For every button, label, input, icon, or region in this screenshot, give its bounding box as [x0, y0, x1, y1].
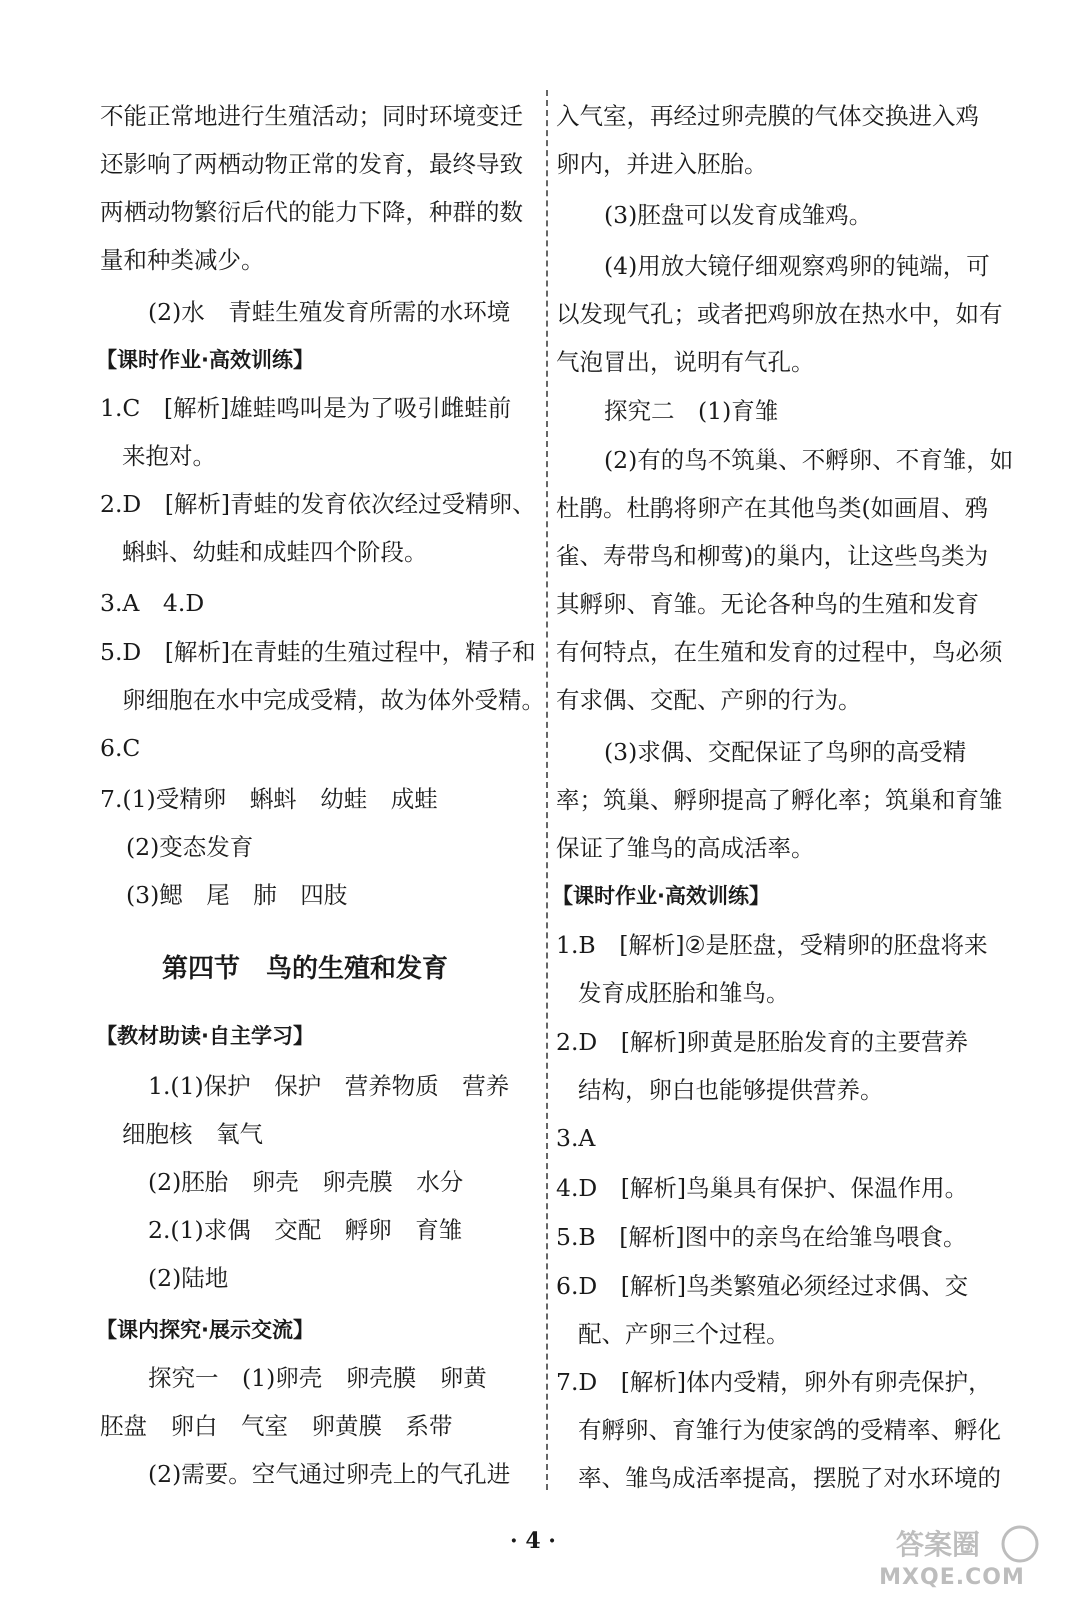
answer-continuation: 发育成胚胎和雏鸟。 — [578, 979, 790, 1007]
answer-continuation: 卵细胞在水中完成受精，故为体外受精。 — [122, 686, 545, 714]
text-line: 量和种类减少。 — [100, 246, 265, 274]
answer-item: 3.A 4.D — [100, 589, 205, 617]
page-number: · 4 · — [510, 1528, 556, 1554]
text-line: 两栖动物繁衍后代的能力下降，种群的数 — [100, 198, 523, 226]
text-line: 以发现气孔；或者把鸡卵放在热水中，如有 — [556, 300, 1003, 328]
answer-continuation: 配、产卵三个过程。 — [578, 1320, 790, 1348]
text-line: (2)水 青蛙生殖发育所需的水环境 — [148, 298, 511, 326]
answer-item: 1.C [解析]雄蛙鸣叫是为了吸引雌蛙前 — [100, 394, 512, 422]
inquiry-item: (2)需要。空气通过卵壳上的气孔进 — [148, 1460, 511, 1488]
answer-item: 2.D [解析]卵黄是胚胎发育的主要营养 — [556, 1028, 969, 1056]
answer-item: 2.D [解析]青蛙的发育依次经过受精卵、 — [100, 490, 536, 518]
watermark-circle-icon — [1003, 1527, 1037, 1561]
answer-item: 5.B [解析]图中的亲鸟在给雏鸟喂食。 — [556, 1223, 967, 1251]
text-line: 雀、寿带鸟和柳莺)的巢内，让这些鸟类为 — [556, 542, 989, 570]
answer-continuation: 来抱对。 — [122, 442, 216, 470]
answer-item: 4.D [解析]鸟巢具有保护、保温作用。 — [556, 1174, 969, 1202]
answer-subitem: (2)胚胎 卵壳 卵壳膜 水分 — [148, 1168, 464, 1196]
text-line: 有何特点，在生殖和发育的过程中，鸟必须 — [556, 638, 1003, 666]
text-line: 气泡冒出，说明有气孔。 — [556, 348, 815, 376]
column-divider — [546, 90, 548, 1490]
text-line: (3)求偶、交配保证了鸟卵的高受精 — [604, 738, 967, 766]
answer-continuation: 有孵卵、育雏行为使家鸽的受精率、孵化 — [578, 1416, 1001, 1444]
answer-subitem: (2)陆地 — [148, 1264, 229, 1292]
text-line: 保证了雏鸟的高成活率。 — [556, 834, 815, 862]
answer-item: 1.(1)保护 保护 营养物质 营养 — [148, 1072, 510, 1100]
answer-item: 1.B [解析]②是胚盘，受精卵的胚盘将来 — [556, 931, 988, 959]
text-line: (4)用放大镜仔细观察鸡卵的钝端，可 — [604, 252, 990, 280]
text-line: 还影响了两栖动物正常的发育，最终导致 — [100, 150, 523, 178]
watermark-graphic — [870, 1518, 1040, 1590]
text-line: 卵内，并进入胚胎。 — [556, 150, 768, 178]
section-title: 第四节 鸟的生殖和发育 — [162, 954, 449, 984]
watermark-top-text: 答案圈 — [895, 1528, 981, 1561]
answer-continuation: 率、雏鸟成活率提高，摆脱了对水环境的 — [578, 1464, 1001, 1492]
answer-subitem: (3)鳃 尾 肺 四肢 — [126, 881, 348, 909]
text-line: 杜鹃。杜鹃将卵产在其他鸟类(如画眉、鸦 — [556, 494, 989, 522]
inquiry-item: 探究二 (1)育雏 — [604, 397, 779, 425]
text-line: 有求偶、交配、产卵的行为。 — [556, 686, 862, 714]
answer-continuation: 细胞核 氧气 — [122, 1120, 263, 1148]
watermark-bottom-text: MXQE.COM — [879, 1565, 1025, 1590]
section-heading: 【教材助读·自主学习】 — [96, 1024, 314, 1048]
inquiry-item: 探究一 (1)卵壳 卵壳膜 卵黄 — [148, 1364, 487, 1392]
answer-continuation: 结构，卵白也能够提供营养。 — [578, 1076, 884, 1104]
answer-subitem: (2)变态发育 — [126, 833, 254, 861]
answer-item: 6.C — [100, 734, 141, 762]
text-line: 其孵卵、育雏。无论各种鸟的生殖和发育 — [556, 590, 979, 618]
section-heading: 【课时作业·高效训练】 — [552, 884, 770, 908]
answer-item: 7.D [解析]体内受精，卵外有卵壳保护， — [556, 1368, 992, 1396]
answer-item: 7.(1)受精卵 蝌蚪 幼蛙 成蛙 — [100, 785, 438, 813]
text-line: (2)有的鸟不筑巢、不孵卵、不育雏，如 — [604, 446, 1014, 474]
answer-continuation: 蝌蚪、幼蛙和成蛙四个阶段。 — [122, 538, 428, 566]
text-line: 入气室，再经过卵壳膜的气体交换进入鸡 — [556, 102, 979, 130]
text-line: 率；筑巢、孵卵提高了孵化率；筑巢和育雏 — [556, 786, 1003, 814]
text-line: (3)胚盘可以发育成雏鸡。 — [604, 201, 873, 229]
inquiry-continuation: 胚盘 卵白 气室 卵黄膜 系带 — [100, 1412, 453, 1440]
answer-item: 3.A — [556, 1124, 596, 1152]
text-line: 不能正常地进行生殖活动；同时环境变迁 — [100, 102, 523, 130]
section-heading: 【课内探究·展示交流】 — [96, 1318, 314, 1342]
answer-item: 6.D [解析]鸟类繁殖必须经过求偶、交 — [556, 1272, 969, 1300]
answer-item: 5.D [解析]在青蛙的生殖过程中，精子和 — [100, 638, 536, 666]
section-heading: 【课时作业·高效训练】 — [96, 348, 314, 372]
answer-item: 2.(1)求偶 交配 孵卵 育雏 — [148, 1216, 463, 1244]
watermark-logo — [870, 1518, 1040, 1590]
